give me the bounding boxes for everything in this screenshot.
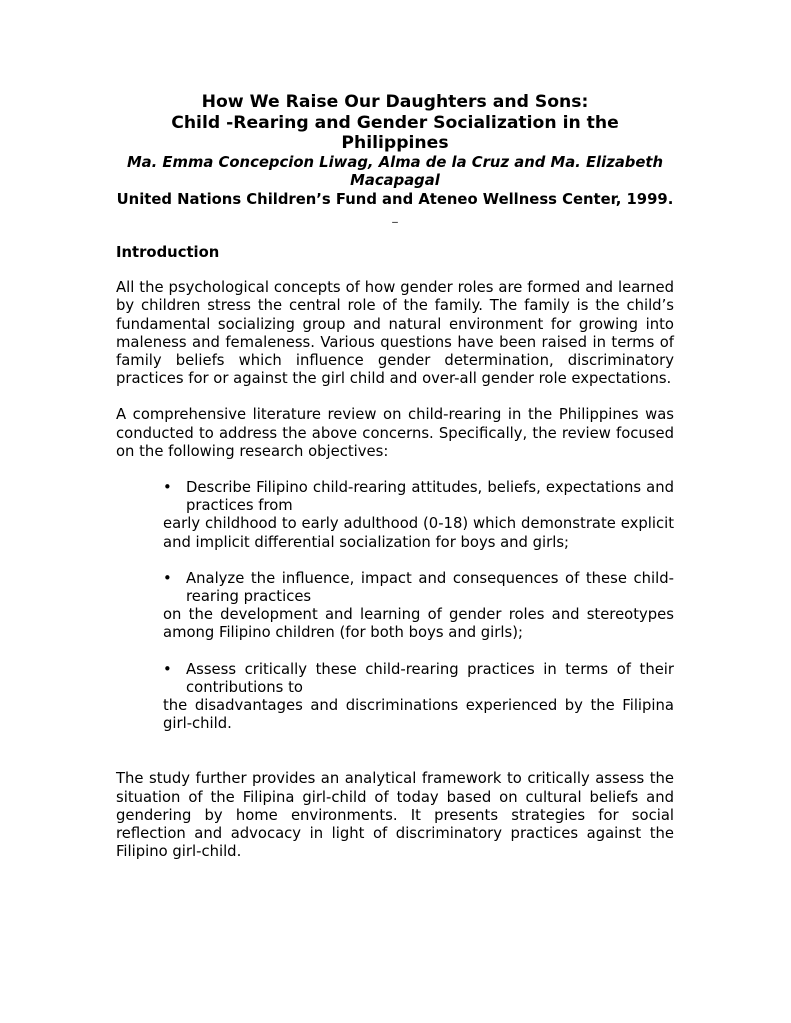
objective-lead: Analyze the influence, impact and consequences of these child-rearing practices <box>186 569 674 606</box>
document-authors: Ma. Emma Concepcion Liwag, Alma de la Cruz and Ma. Elizabeth Macapagal <box>126 153 664 189</box>
bullet-marker: • <box>163 660 172 678</box>
objective-continuation: the disadvantages and discriminations experienced by the Filipina girl-child. <box>163 697 674 733</box>
objective-lead: Assess critically these child-rearing practices in terms of their contributions to <box>186 660 674 696</box>
objective-lead: Describe Filipino child-rearing attitudes, beliefs, expectations and practices from <box>186 479 674 515</box>
document-title-line1: How We Raise Our Daughters and Sons: <box>201 92 589 112</box>
document-publisher: United Nations Children’s Fund and Ateneo Wellness Center, 1999. <box>116 190 674 208</box>
introduction-paragraph-3: The study further provides an analytical framework to critically assess the situation of the Filipina girl-child of today based on cultural beliefs and gendering by home environments. It presents strategies for social reflection and advocacy in light of discriminatory practices against the Filipino girl-child. <box>116 770 674 861</box>
introduction-paragraph-2: A comprehensive literature review on child-rearing in the Philippines was conducted to address the above concerns. Specifically, the review focused on the following research objectives: <box>116 406 674 460</box>
introduction-heading: Introduction <box>116 244 220 261</box>
objective-continuation: on the development and learning of gender roles and stereotypes among Filipino children (for both boys and girls); <box>163 606 674 642</box>
bullet-marker: • <box>163 569 172 587</box>
objective-continuation: early childhood to early adulthood (0-18) which demonstrate explicit and implicit differential socialization for boys and girls; <box>163 515 674 551</box>
document-title-line2: Child -Rearing and Gender Socialization in the Philippines <box>171 112 619 153</box>
bullet-marker: • <box>163 479 172 497</box>
introduction-paragraph-1: All the psychological concepts of how gender roles are formed and learned by children stress the central role of the family. The family is the child’s fundamental socializing group and natural environment for growing into maleness and femaleness. Various questions have been raised in terms of family beliefs which influence gender determination, discriminatory practices for or against the girl child and over-all gender role expectations. <box>116 279 674 388</box>
objective-item-2 <box>163 570 674 643</box>
separator-mark: _ <box>392 210 398 223</box>
document-body <box>116 92 674 861</box>
objectives-list <box>116 479 674 733</box>
objective-item-3 <box>163 661 674 734</box>
objective-item-1 <box>163 479 674 552</box>
